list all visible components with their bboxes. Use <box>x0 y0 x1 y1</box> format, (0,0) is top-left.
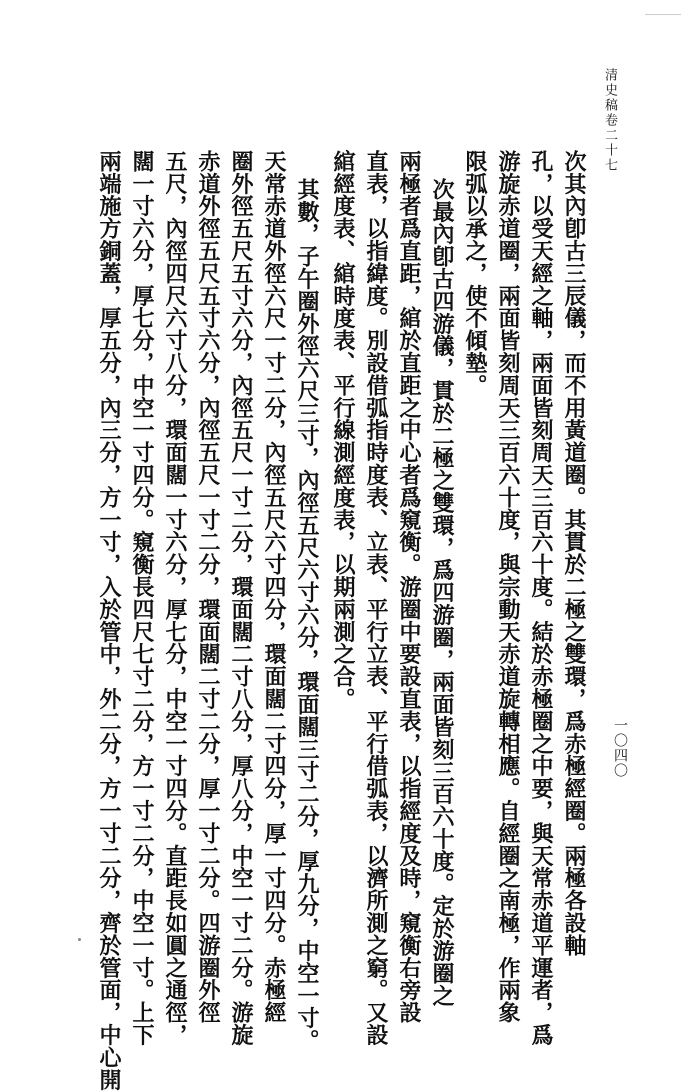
running-title: 清史稿卷二十七 <box>602 68 617 173</box>
text-column: 綰經度表、綰時度表、平行線測經度表，以期兩測之合。 <box>330 150 356 710</box>
text-column: 次最內卽古四游儀，貫於二極之雙環，爲四游圈，兩面皆刻三百六十度。定於游圈之 <box>429 178 455 1007</box>
page-number: 一〇四〇 <box>612 718 628 778</box>
text-column: 五尺，內徑四尺六寸八分，環面闊一寸六分，厚七分，中空一寸四分。直距長如圓之通徑， <box>162 150 188 1046</box>
text-column: 闊一寸六分，厚七分，中空一寸四分。窺衡長四尺七寸二分，方一寸二分，中空一寸。上下 <box>129 150 155 1046</box>
scan-edge-mark <box>645 0 681 15</box>
text-column: 兩極者爲直距，綰於直距之中心者爲窺衡。游圈中要設直表，以指經度及時，窺衡右旁設 <box>396 150 422 1024</box>
text-column: 限弧以承之，使不傾墊。 <box>462 150 488 397</box>
text-column: 其數，子午圈外徑六尺三寸，內徑五尺六寸六分，環面闊三寸二分，厚九分，中空一寸。 <box>294 178 320 1052</box>
scan-speck <box>78 938 81 941</box>
text-column: 次其內卽古三辰儀，而不用黃道圈。其貫於二極之雙環，爲赤極經圈。兩極各設軸 <box>561 150 587 957</box>
text-column: 直表，以指緯度。別設借弧指時度表、立表、平行立表、平行借弧表，以濟所測之窮。又設 <box>363 150 389 1046</box>
text-column: 赤道外徑五尺五寸六分，內徑五尺一寸二分，環面闊二寸二分，厚一寸二分。四游圈外徑 <box>195 150 221 1024</box>
text-column: 圈外徑五尺五寸六分，內徑五尺一寸二分，環面闊二寸八分，厚八分，中空一寸二分。游旋 <box>228 150 254 1046</box>
text-column: 孔，以受天經之軸，兩面皆刻周天三百六十度。結於赤極圈之中要，與天常赤道平運者，爲 <box>528 150 554 1046</box>
text-column: 游旋赤道圈，兩面皆刻周天三百六十度，與宗動天赤道旋轉相應。自經圈之南極，作兩象 <box>495 150 521 1024</box>
text-column: 天常赤道外徑六尺一寸二分，內徑五尺六寸四分，環面闊二寸四分，厚一寸四分。赤極經 <box>261 150 287 1024</box>
text-column: 兩端施方銅蓋，厚五分，內三分，方一寸，入於管中，外二分，方一寸二分，齊於管面，中心開 <box>96 150 122 1091</box>
